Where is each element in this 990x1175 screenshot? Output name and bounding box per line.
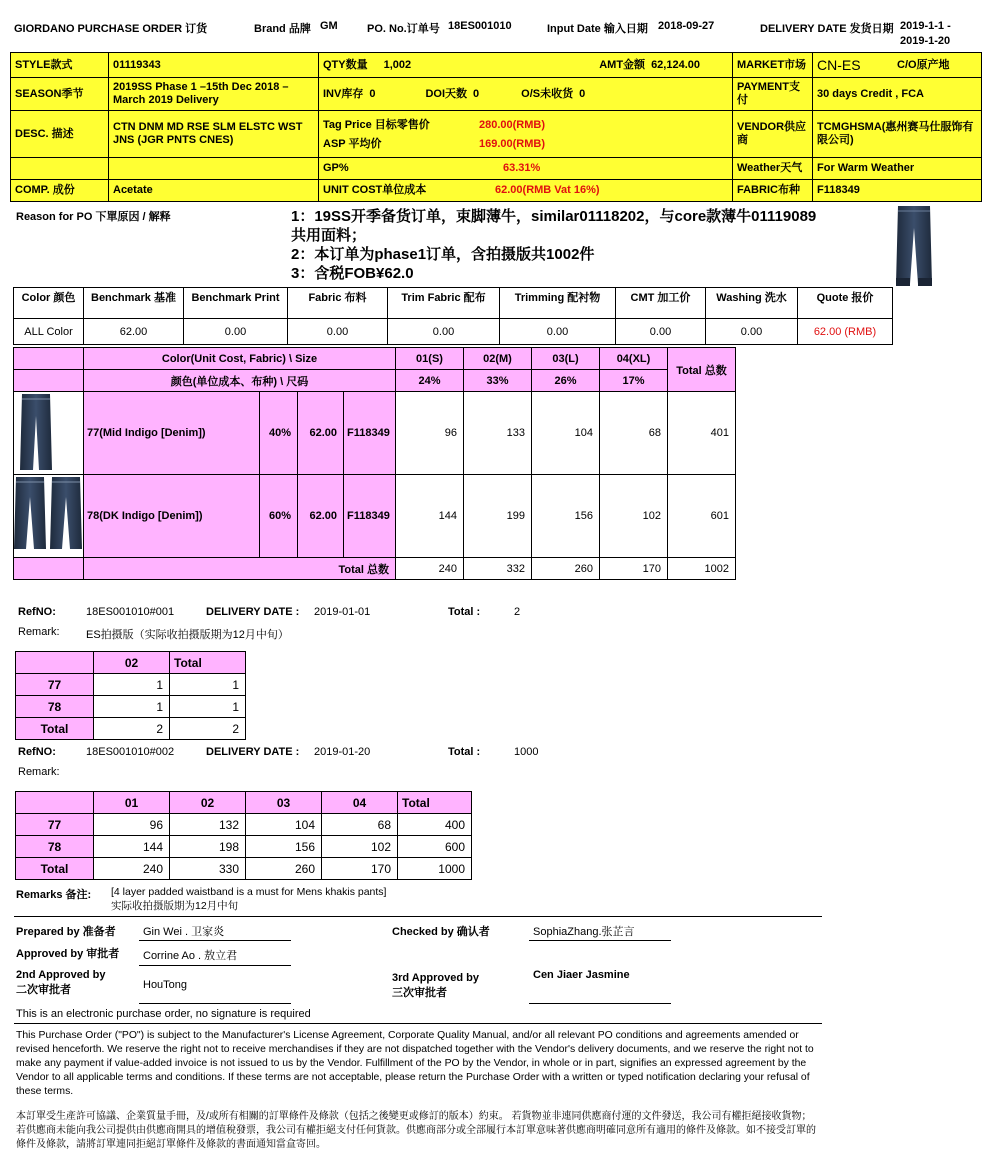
d2-cell: 260 [246, 858, 322, 880]
market-value: CN-ES [817, 56, 861, 73]
asp-label: ASP 平均价 [323, 138, 382, 150]
size-row-cost: 62.00 [298, 392, 344, 475]
cost-value-cell: 0.00 [388, 319, 500, 345]
d2-cell: 400 [398, 814, 472, 836]
remark-label-1: Remark: [18, 626, 60, 638]
ref-value-1: 18ES001010#001 [86, 606, 175, 618]
divider [14, 916, 822, 917]
delivery-date-value-2: 2019-1-20 [900, 35, 951, 47]
cost-value-cell: 0.00 [500, 319, 616, 345]
d2-header: 01 [94, 792, 170, 814]
cost-value-cell: 62.00 [84, 319, 184, 345]
size-ratio: 24% [396, 370, 464, 392]
size-sum-cell: 170 [600, 558, 668, 580]
desc-label: DESC. 描述 [11, 111, 109, 158]
cost-header-cell: Trimming 配衬物 [500, 288, 616, 319]
cost-header-cell: Color 颜色 [14, 288, 84, 319]
gp-label: GP% [323, 162, 349, 174]
co-label: C/O原产地 [897, 58, 950, 71]
delivery-date-value-2: 2019-01-20 [314, 746, 371, 758]
size-qty-cell: 102 [600, 475, 668, 558]
d2-cell: 132 [170, 814, 246, 836]
signature-line [529, 940, 671, 941]
prepared-value: Gin Wei . 卫家炎 [143, 926, 225, 938]
size-qty-cell: 199 [464, 475, 532, 558]
signature-line [139, 965, 291, 966]
delivery-date-label-1: DELIVERY DATE : [206, 606, 300, 618]
approved-value: Corrine Ao . 敖立君 [143, 950, 238, 962]
cost-header-cell: Washing 洗水 [706, 288, 798, 319]
size-qty-cell: 156 [532, 475, 600, 558]
fabric-label: FABRIC布种 [733, 180, 813, 202]
brand-value: GM [320, 20, 338, 32]
asp-value: 169.00(RMB) [479, 138, 546, 150]
second-approved-label-1: 2nd Approved by [16, 969, 106, 981]
po-no-value: 18ES001010 [448, 20, 512, 32]
size-qty-cell: 104 [532, 392, 600, 475]
d1-cell: 2 [94, 718, 170, 740]
remarks-line-1: [4 layer padded waistband is a must for Mens khakis pants] [111, 886, 387, 898]
d2-cell: 198 [170, 836, 246, 858]
signature-line [139, 940, 291, 941]
d2-cell: 104 [246, 814, 322, 836]
size-sum-label: Total 总数 [84, 558, 396, 580]
vendor-value: TCMGHSMA(惠州赛马仕服饰有限公司) [813, 111, 982, 158]
third-approved-label-1: 3rd Approved by [392, 972, 479, 984]
size-row-total: 601 [668, 475, 736, 558]
po-no-label: PO. No.订单号 [367, 23, 440, 35]
d1-cell: 1 [94, 696, 170, 718]
ref-label-1: RefNO: [18, 606, 56, 618]
cost-value-cell: 0.00 [288, 319, 388, 345]
input-date-label: Input Date 输入日期 [547, 23, 648, 35]
qty-value: 1,002 [383, 58, 412, 71]
size-row-pct: 40% [260, 392, 298, 475]
po-title: GIORDANO PURCHASE ORDER 订货 [14, 23, 208, 35]
size-ratio: 17% [600, 370, 668, 392]
fabric-value: F118349 [813, 180, 982, 202]
d1-header: Total [170, 652, 246, 674]
amt-label: AMT金额 [599, 58, 646, 71]
size-label: 02(M) [464, 348, 532, 370]
cost-value-cell: 0.00 [184, 319, 288, 345]
d1-header: 02 [94, 652, 170, 674]
remark-label-2: Remark: [18, 766, 60, 778]
d2-cell: 240 [94, 858, 170, 880]
delivery-total-label-2: Total : [448, 746, 481, 758]
gp-value: 63.31% [503, 162, 541, 174]
d1-row-label: 78 [16, 696, 94, 718]
size-sum-cell: 332 [464, 558, 532, 580]
d1-cell: 1 [170, 674, 246, 696]
size-row-pct: 60% [260, 475, 298, 558]
delivery-2-table [15, 791, 472, 880]
tag-price-value: 280.00(RMB) [479, 119, 546, 131]
size-sum-cell: 1002 [668, 558, 736, 580]
size-sum-row [14, 558, 736, 580]
cost-header-row [14, 288, 893, 319]
d2-cell: 96 [94, 814, 170, 836]
size-ratio: 33% [464, 370, 532, 392]
size-sum-cell: 240 [396, 558, 464, 580]
cost-header-cell: Trim Fabric 配布 [388, 288, 500, 319]
second-approved-label-2: 二次审批者 [16, 984, 71, 996]
size-row-fabric: F118349 [344, 392, 396, 475]
payment-value: 30 days Credit , FCA [813, 78, 982, 111]
d2-cell: 600 [398, 836, 472, 858]
remarks-label: Remarks 备注: [16, 889, 92, 901]
d2-cell: 1000 [398, 858, 472, 880]
desc-value: CTN DNM MD RSE SLM ELSTC WST JNS (JGR PNTS CNES) [109, 111, 319, 158]
legal-chinese: 本訂單受生產許可協議、企業質量手冊，及/或所有相關的訂單條件及條款（包括之後變更或修訂的版本）約束。 若貨物並非連同供應商付運的文件發送，我公司有權拒絕接收貨物；若供應商未能向我公司提供由供應商開具的增值稅發票，我公司有權拒絕支付任何貨款。供應商部分或全部履行本訂單意味著供應商明確同意所有適用的條件及條款。如不接受訂單的條件及條款，請將訂單連同拒絕訂單條件及條款的書面通知當盒寄回。 [16, 1111, 816, 1150]
amt-value: 62,124.00 [651, 58, 700, 71]
reason-line-2: 共用面料； [291, 227, 367, 244]
checked-label: Checked by 确认者 [392, 926, 490, 938]
season-value: 2019SS Phase 1 –15th Dec 2018 – March 2019 Delivery [109, 78, 319, 111]
d2-cell: 170 [322, 858, 398, 880]
unit-cost-value: 62.00(RMB Vat 16%) [495, 184, 600, 196]
reason-line-4: 3：含税FOB¥62.0 [291, 265, 414, 282]
d2-header: 02 [170, 792, 246, 814]
size-header-2: 颜色(单位成本、布种) \ 尺码 [84, 370, 396, 392]
size-label: 01(S) [396, 348, 464, 370]
size-header-1: Color(Unit Cost, Fabric) \ Size [84, 348, 396, 370]
d2-header: Total [398, 792, 472, 814]
comp-value: Acetate [109, 180, 319, 202]
delivery-date-value-1: 2019-1-1 - [900, 20, 951, 32]
d2-cell: 156 [246, 836, 322, 858]
inv-value: 0 [369, 87, 376, 100]
d2-header: 04 [322, 792, 398, 814]
d1-cell: 1 [170, 696, 246, 718]
size-row-color: 78(DK Indigo [Denim]) [84, 475, 260, 558]
season-label: SEASON季节 [11, 78, 109, 111]
size-row-cost: 62.00 [298, 475, 344, 558]
reason-line-3: 2：本订单为phase1订单，含拍摄版共1002件 [291, 246, 595, 263]
signature-line [529, 1003, 671, 1004]
cost-header-cell: Benchmark Print [184, 288, 288, 319]
market-label: MARKET市场 [733, 53, 813, 78]
legal-english: This Purchase Order ("PO") is subject to the Manufacturer's License Agreement, Corporate Quality Manual, and/or all relevant PO conditions and agreements amended or revised henceforth. We reserve the right not to receive merchandises if they are not dispatched together with the Vendor's delivery documents, and we reserve the right not to make any payment if value-added invoice is not issued to us by the Vendor. Fulfillment of the PO by the Vendor, in whole or in part, signifies an expressed agreement by the Vendor to all applicable terms and conditions. If these terms are not acceptable, please return the Purchase Order with a written or typed notification declaring your refusal of these terms. [16, 1030, 814, 1097]
approved-label: Approved by 审批者 [16, 948, 120, 960]
cost-value-cell: ALL Color [14, 319, 84, 345]
quote-value: 62.00 (RMB) [798, 319, 893, 345]
size-row-total: 401 [668, 392, 736, 475]
d1-cell: 1 [94, 674, 170, 696]
d1-row-label: 77 [16, 674, 94, 696]
qty-label: QTY数量 [323, 58, 368, 71]
size-label: 03(L) [532, 348, 600, 370]
size-qty-cell: 96 [396, 392, 464, 475]
color-78-image-cell [14, 475, 84, 558]
delivery-date-label: DELIVERY DATE 发货日期 [760, 23, 894, 35]
size-qty-cell: 133 [464, 392, 532, 475]
color-77-image-cell [14, 392, 84, 475]
brand-label: Brand 品牌 [254, 23, 311, 35]
unit-cost-label: UNIT COST单位成本 [323, 184, 427, 196]
doi-value: 0 [473, 87, 480, 100]
cost-value-row [14, 319, 893, 345]
electronic-note: This is an electronic purchase order, no signature is required [16, 1008, 311, 1020]
cost-breakdown-table [13, 287, 893, 345]
jeans-77-image [16, 392, 56, 474]
cost-value-cell: 0.00 [616, 319, 706, 345]
d2-row-label: 78 [16, 836, 94, 858]
weather-value: For Warm Weather [813, 158, 982, 180]
reason-label: Reason for PO 下單原因 / 解释 [16, 211, 171, 223]
third-approved-label-2: 三次审批者 [392, 987, 447, 999]
d2-row-label: Total [16, 858, 94, 880]
divider [14, 1023, 822, 1024]
delivery-total-value-1: 2 [514, 606, 521, 618]
cost-header-cell: Fabric 布料 [288, 288, 388, 319]
style-label: STYLE款式 [11, 53, 109, 78]
size-ratio: 26% [532, 370, 600, 392]
style-value: 01119343 [109, 53, 319, 78]
d2-header [16, 792, 94, 814]
remark-value-1: ES拍摄版（实际收拍摄版期为12月中旬） [86, 629, 289, 641]
jeans-78-image [14, 475, 84, 553]
reason-text [291, 207, 816, 283]
delivery-1-table [15, 651, 246, 740]
po-info-grid [10, 52, 982, 202]
d2-cell: 330 [170, 858, 246, 880]
d2-header: 03 [246, 792, 322, 814]
inv-label: INV库存 [323, 87, 364, 100]
d2-row-label: 77 [16, 814, 94, 836]
jeans-product-image [894, 204, 934, 288]
os-label: O/S未收货 [521, 87, 574, 100]
size-label: 04(XL) [600, 348, 668, 370]
cost-header-cell: CMT 加工价 [616, 288, 706, 319]
cost-header-cell: Benchmark 基准 [84, 288, 184, 319]
third-approved-value: Cen Jiaer Jasmine [533, 969, 630, 981]
cost-value-cell: 0.00 [706, 319, 798, 345]
size-breakdown-table [13, 347, 736, 580]
prepared-label: Prepared by 准备者 [16, 926, 116, 938]
d2-cell: 68 [322, 814, 398, 836]
signature-line [139, 1003, 291, 1004]
reason-line-1: 1：19SS开季备货订单，束脚薄牛，similar01118202，与core款薄牛01119089 [291, 208, 817, 225]
doi-label: DOI天数 [425, 87, 468, 100]
cost-header-cell: Quote 报价 [798, 288, 893, 319]
size-qty-cell: 144 [396, 475, 464, 558]
size-total-header: Total 总数 [668, 348, 736, 392]
ref-label-2: RefNO: [18, 746, 56, 758]
tag-price-label: Tag Price 目标零售价 [323, 119, 430, 131]
d2-cell: 102 [322, 836, 398, 858]
weather-label: Weather天气 [733, 158, 813, 180]
d1-header [16, 652, 94, 674]
input-date-value: 2018-09-27 [658, 20, 715, 32]
delivery-date-value-1: 2019-01-01 [314, 606, 371, 618]
vendor-label: VENDOR供应商 [733, 111, 813, 158]
second-approved-value: HouTong [143, 979, 188, 991]
delivery-date-label-2: DELIVERY DATE : [206, 746, 300, 758]
d2-cell: 144 [94, 836, 170, 858]
size-row-fabric: F118349 [344, 475, 396, 558]
size-row [14, 475, 736, 558]
size-row [14, 392, 736, 475]
remarks-line-2: 实际收拍摄版期为12月中旬 [111, 900, 239, 912]
ref-value-2: 18ES001010#002 [86, 746, 175, 758]
os-value: 0 [579, 87, 586, 100]
delivery-total-label-1: Total : [448, 606, 481, 618]
payment-label: PAYMENT支付 [733, 78, 813, 111]
d1-row-label: Total [16, 718, 94, 740]
size-qty-cell: 68 [600, 392, 668, 475]
size-row-color: 77(Mid Indigo [Denim]) [84, 392, 260, 475]
comp-label: COMP. 成份 [11, 180, 109, 202]
d1-cell: 2 [170, 718, 246, 740]
checked-value: SophiaZhang.张芷言 [533, 926, 635, 938]
delivery-total-value-2: 1000 [514, 746, 539, 758]
size-sum-cell: 260 [532, 558, 600, 580]
